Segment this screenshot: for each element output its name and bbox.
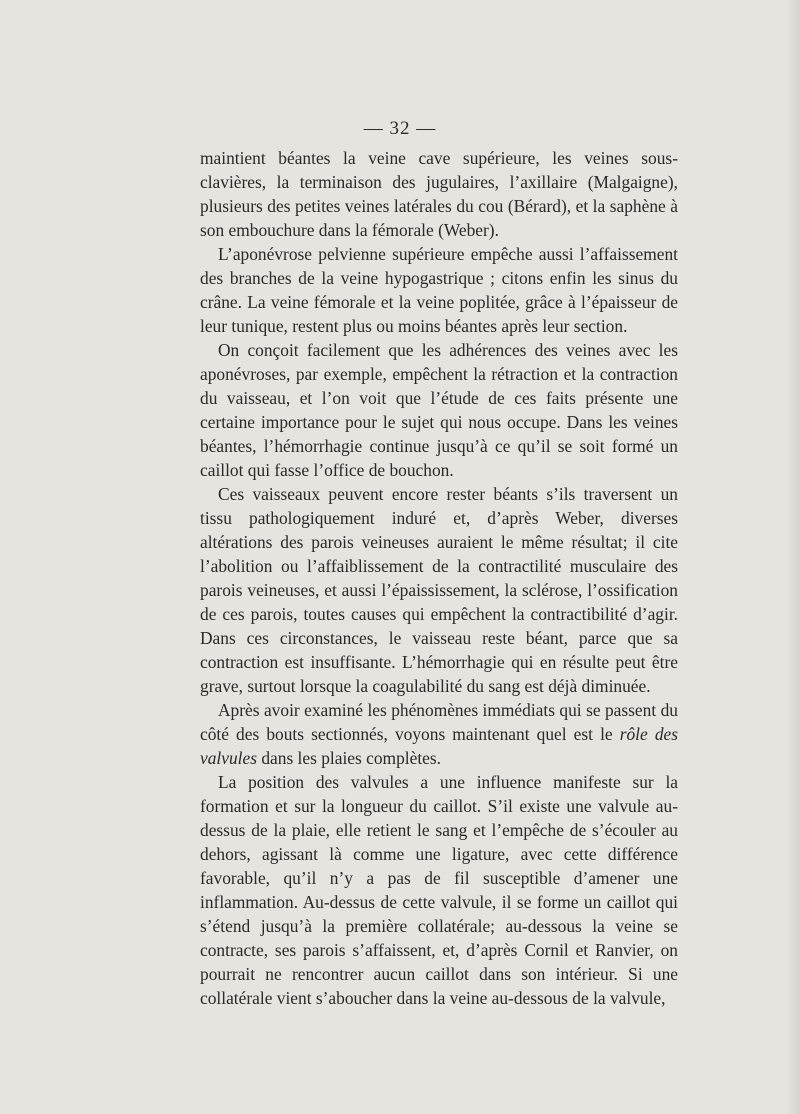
paragraph-5-text-before: Après avoir examiné les phénomènes immédiats qui se passent du côté des bouts sectionnés, voyons maintenant quel est le xyxy=(200,700,678,744)
paragraph-1: maintient béantes la veine cave supérieure, les veines sous-clavières, la terminaison des jugulaires, l’axillaire (Malgaigne), plusieurs des petites veines latérales du cou (Bérard), et la saphène à son embouchure dans la fémorale (Weber). xyxy=(200,148,678,240)
paragraph-5-text-after: dans les plaies complètes. xyxy=(256,748,441,768)
paragraph-5-italic-phrase: rôle des valvules xyxy=(200,724,678,768)
paragraph-5 xyxy=(200,698,678,770)
page-edge-shadow xyxy=(786,0,800,1114)
page-number: — 32 — xyxy=(363,118,437,139)
body-text xyxy=(200,146,678,1010)
paragraph-2: L’aponévrose pelvienne supérieure empêche aussi l’affaissement des branches de la veine hypogastrique ; citons enfin les sinus du crâne. La veine fémorale et la veine poplitée, grâce à l’épaisseur de leur tunique, restent plus ou moins béantes après leur section. xyxy=(200,244,678,336)
paragraph-6: La position des valvules a une influence manifeste sur la formation et sur la longueur du caillot. S’il existe une valvule au-dessus de la plaie, elle retient le sang et l’empêche de s’écouler au dehors, agissant là comme une ligature, avec cette différence favorable, qu’il n’y a pas de fil susceptible d’amener une inflammation. Au-dessus de cette valvule, il se forme un caillot qui s’étend jusqu’à la première collatérale; au-dessous la veine se contracte, ses parois s’affaissent, et, d’après Cornil et Ranvier, on pourrait ne rencontrer aucun caillot dans son intérieur. Si une collatérale vient s’aboucher dans la veine au-dessous de la valvule, xyxy=(200,772,678,1008)
paragraph-4: Ces vaisseaux peuvent encore rester béants s’ils traversent un tissu pathologiquement induré et, d’après Weber, diverses altérations des parois veineuses auraient le même résultat; il cite l’abolition ou l’affaiblissement de la contractilité musculaire des parois veineuses, et aussi l’épaississement, la sclérose, l’ossification de ces parois, toutes causes qui empêchent la contractibilité d’agir. Dans ces circonstances, le vaisseau reste béant, parce que sa contraction est insuffisante. L’hémorrhagie qui en résulte peut être grave, surtout lorsque la coagulabilité du sang est déjà diminuée. xyxy=(200,484,678,696)
paragraph-3: On conçoit facilement que les adhérences des veines avec les aponévroses, par exemple, empêchent la rétraction et la contraction du vaisseau, et l’on voit que l’étude de ces faits présente une certaine importance pour le sujet qui nous occupe. Dans les veines béantes, l’hémorrhagie continue jusqu’à ce qu’il se soit formé un caillot qui fasse l’office de bouchon. xyxy=(200,340,678,480)
